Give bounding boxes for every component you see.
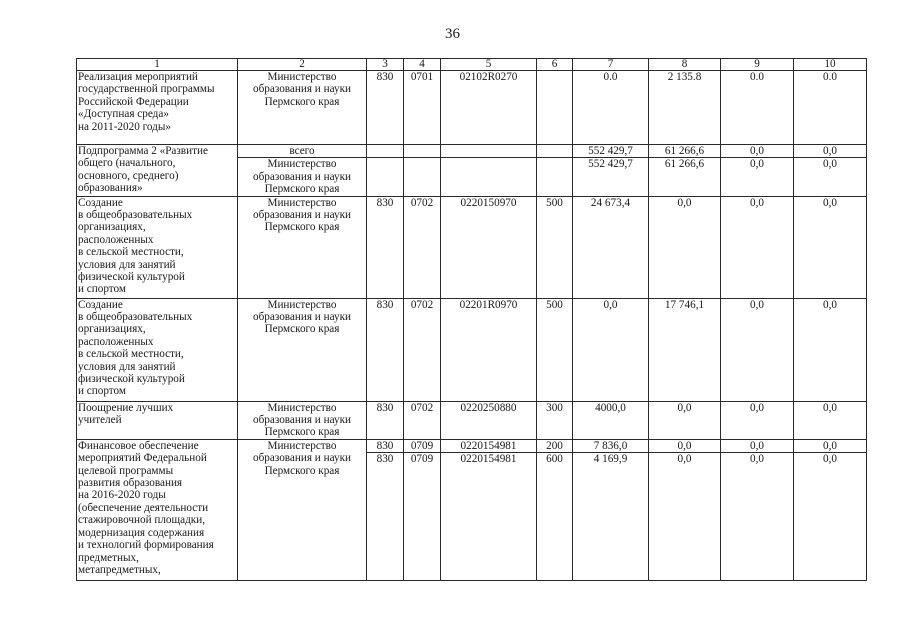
column-header: 4 xyxy=(404,59,441,71)
amount-cell: 0,0 xyxy=(649,439,721,452)
admin-code-cell: 830 xyxy=(367,453,404,581)
amount-cell: 61 266,6 xyxy=(649,145,721,158)
activity-name-line: на 2011-2020 годы» xyxy=(78,120,171,133)
activity-name-line: государственной программы xyxy=(78,83,215,96)
column-header: 6 xyxy=(537,59,573,71)
amount-cell: 0.0 xyxy=(794,71,867,145)
column-header: 1 xyxy=(77,59,238,71)
ministry-cell xyxy=(238,71,367,145)
ministry-line: образования и науки xyxy=(253,83,351,96)
ministry-line: образования и науки xyxy=(253,209,351,222)
ministry-cell xyxy=(238,401,367,439)
ministry-cell xyxy=(238,439,367,580)
admin-code-cell: 830 xyxy=(367,196,404,298)
amount-cell: 0,0 xyxy=(794,453,867,581)
admin-code-cell: 830 xyxy=(367,439,404,452)
activity-name-line: в сельской местности, xyxy=(78,246,184,259)
admin-code-cell: 830 xyxy=(367,71,404,145)
activity-name-line: и спортом xyxy=(78,385,126,398)
activity-name-line: на 2016-2020 годы xyxy=(78,489,166,502)
empty-cell xyxy=(367,145,404,158)
ministry-line: образования и науки xyxy=(253,414,351,427)
activity-name-line: Подпрограмма 2 «Развитие xyxy=(78,145,208,157)
activity-name-line: условия для занятий xyxy=(78,360,176,373)
amount-cell: 0,0 xyxy=(721,196,794,298)
target-article-cell: 0220250880 xyxy=(441,401,537,439)
amount-cell: 0,0 xyxy=(649,196,721,298)
activity-name-line: расположенных xyxy=(78,233,154,246)
ministry-line: Министерство xyxy=(267,71,337,83)
ministry-cell xyxy=(238,196,367,298)
ministry-cell xyxy=(238,158,367,196)
table-row xyxy=(77,439,867,452)
ministry-line: Пермского края xyxy=(264,183,340,196)
column-header: 9 xyxy=(721,59,794,71)
column-header: 10 xyxy=(794,59,867,71)
section-code-cell: 0702 xyxy=(404,401,441,439)
ministry-line: образования и науки xyxy=(253,170,351,183)
amount-cell: 552 429,7 xyxy=(573,145,649,158)
table-row xyxy=(77,298,867,401)
total-label-cell: всего xyxy=(238,145,367,158)
empty-cell xyxy=(441,158,537,196)
activity-name-line: «Доступная среда» xyxy=(78,108,169,121)
amount-cell: 7 836,0 xyxy=(573,439,649,452)
activity-name-cell xyxy=(77,71,238,145)
ministry-line: образования и науки xyxy=(253,311,351,324)
page-number: 36 xyxy=(445,26,460,42)
empty-cell xyxy=(367,158,404,196)
activity-name-line: образования» xyxy=(78,182,143,195)
ministry-line: Пермского края xyxy=(264,426,340,439)
amount-cell: 0,0 xyxy=(794,158,867,196)
activity-name-cell xyxy=(77,196,238,298)
amount-cell: 0,0 xyxy=(794,145,867,158)
empty-cell xyxy=(404,145,441,158)
activity-name-line: Создание xyxy=(78,196,123,209)
table-header-row xyxy=(77,59,867,71)
ministry-line: Министерство xyxy=(267,298,337,311)
activity-name-line: мероприятий Федеральной xyxy=(78,452,207,465)
amount-cell: 0,0 xyxy=(794,196,867,298)
activity-name-line: Поощрение лучших xyxy=(78,401,174,414)
column-header: 2 xyxy=(238,59,367,71)
empty-cell xyxy=(441,145,537,158)
activity-name-cell xyxy=(77,439,238,580)
activity-name-line: и спортом xyxy=(78,283,126,296)
activity-name-line: организациях, xyxy=(78,323,146,336)
activity-name-line: организациях, xyxy=(78,221,146,234)
amount-cell: 24 673,4 xyxy=(573,196,649,298)
column-header: 5 xyxy=(441,59,537,71)
activity-name-line: Реализация мероприятий xyxy=(78,71,198,83)
activity-name-line: Финансовое обеспечение xyxy=(78,439,199,452)
amount-cell: 0,0 xyxy=(794,401,867,439)
target-article-cell: 02201R0970 xyxy=(441,298,537,401)
amount-cell: 2 135.8 xyxy=(649,71,721,145)
amount-cell: 0.0 xyxy=(573,71,649,145)
ministry-line: Министерство xyxy=(267,196,337,209)
activity-name-line: в общеобразовательных xyxy=(78,311,193,324)
amount-cell: 0,0 xyxy=(573,298,649,401)
activity-name-cell xyxy=(77,401,238,439)
activity-name-line: Создание xyxy=(78,298,123,311)
amount-cell: 4000,0 xyxy=(573,401,649,439)
section-code-cell: 0701 xyxy=(404,71,441,145)
admin-code-cell: 830 xyxy=(367,298,404,401)
amount-cell: 0,0 xyxy=(721,298,794,401)
section-code-cell: 0702 xyxy=(404,298,441,401)
activity-name-line: основного, среднего) xyxy=(78,169,179,182)
empty-cell xyxy=(537,145,573,158)
activity-name-line: физической культурой xyxy=(78,373,185,386)
table-row xyxy=(77,401,867,439)
ministry-line: Пермского края xyxy=(264,323,340,336)
amount-cell: 17 746,1 xyxy=(649,298,721,401)
activity-name-cell xyxy=(77,298,238,401)
column-header: 7 xyxy=(573,59,649,71)
target-article-cell: 0220154981 xyxy=(441,439,537,452)
activity-name-line: физической культурой xyxy=(78,271,185,284)
amount-cell: 0,0 xyxy=(794,298,867,401)
activity-name-line: стажировочной площадки, xyxy=(78,514,206,527)
table-row xyxy=(77,71,867,145)
amount-cell: 0,0 xyxy=(794,439,867,452)
amount-cell: 0,0 xyxy=(721,453,794,581)
activity-name-line: условия для занятий xyxy=(78,258,176,271)
activity-name-line: общего (начального, xyxy=(78,157,176,170)
expense-type-cell: 500 xyxy=(537,196,573,298)
table-row xyxy=(77,196,867,298)
activity-name-line: и технологий формирования xyxy=(78,539,214,552)
ministry-line: Пермского края xyxy=(264,464,340,477)
admin-code-cell: 830 xyxy=(367,401,404,439)
column-header: 3 xyxy=(367,59,404,71)
target-article-cell: 02102R0270 xyxy=(441,71,537,145)
expense-type-cell xyxy=(537,71,573,145)
activity-name-line: развития образования xyxy=(78,477,183,490)
ministry-line: Министерство xyxy=(267,439,337,452)
column-header: 8 xyxy=(649,59,721,71)
budget-table xyxy=(76,58,867,581)
target-article-cell: 0220154981 xyxy=(441,453,537,581)
ministry-line: Пермского края xyxy=(264,95,340,108)
amount-cell: 0,0 xyxy=(721,158,794,196)
expense-type-cell: 200 xyxy=(537,439,573,452)
table-row xyxy=(77,145,867,158)
empty-cell xyxy=(404,158,441,196)
ministry-line: образования и науки xyxy=(253,452,351,465)
expense-type-cell: 300 xyxy=(537,401,573,439)
target-article-cell: 0220150970 xyxy=(441,196,537,298)
activity-name-line: (обеспечение деятельности xyxy=(78,501,209,514)
activity-name-line: Российской Федерации xyxy=(78,95,189,108)
amount-cell: 0,0 xyxy=(721,145,794,158)
activity-name-line: метапредметных, xyxy=(78,563,161,576)
expense-type-cell: 500 xyxy=(537,298,573,401)
ministry-line: Министерство xyxy=(267,401,337,414)
activity-name-line: предметных, xyxy=(78,551,139,564)
ministry-line: Пермского края xyxy=(264,221,340,234)
ministry-line: Министерство xyxy=(267,158,337,171)
amount-cell: 0,0 xyxy=(649,401,721,439)
expense-type-cell: 600 xyxy=(537,453,573,581)
ministry-cell xyxy=(238,298,367,401)
section-code-cell: 0702 xyxy=(404,196,441,298)
activity-name-line: целевой программы xyxy=(78,464,174,477)
activity-name-cell xyxy=(77,145,238,197)
activity-name-line: расположенных xyxy=(78,335,154,348)
amount-cell: 4 169,9 xyxy=(573,453,649,581)
amount-cell: 0,0 xyxy=(721,401,794,439)
section-code-cell: 0709 xyxy=(404,453,441,581)
amount-cell: 0,0 xyxy=(721,439,794,452)
section-code-cell: 0709 xyxy=(404,439,441,452)
empty-cell xyxy=(537,158,573,196)
amount-cell: 0,0 xyxy=(649,453,721,581)
amount-cell: 552 429,7 xyxy=(573,158,649,196)
activity-name-line: в сельской местности, xyxy=(78,348,184,361)
activity-name-line: учителей xyxy=(78,414,122,427)
amount-cell: 61 266,6 xyxy=(649,158,721,196)
amount-cell: 0.0 xyxy=(721,71,794,145)
activity-name-line: в общеобразовательных xyxy=(78,209,193,222)
activity-name-line: модернизация содержания xyxy=(78,526,205,539)
